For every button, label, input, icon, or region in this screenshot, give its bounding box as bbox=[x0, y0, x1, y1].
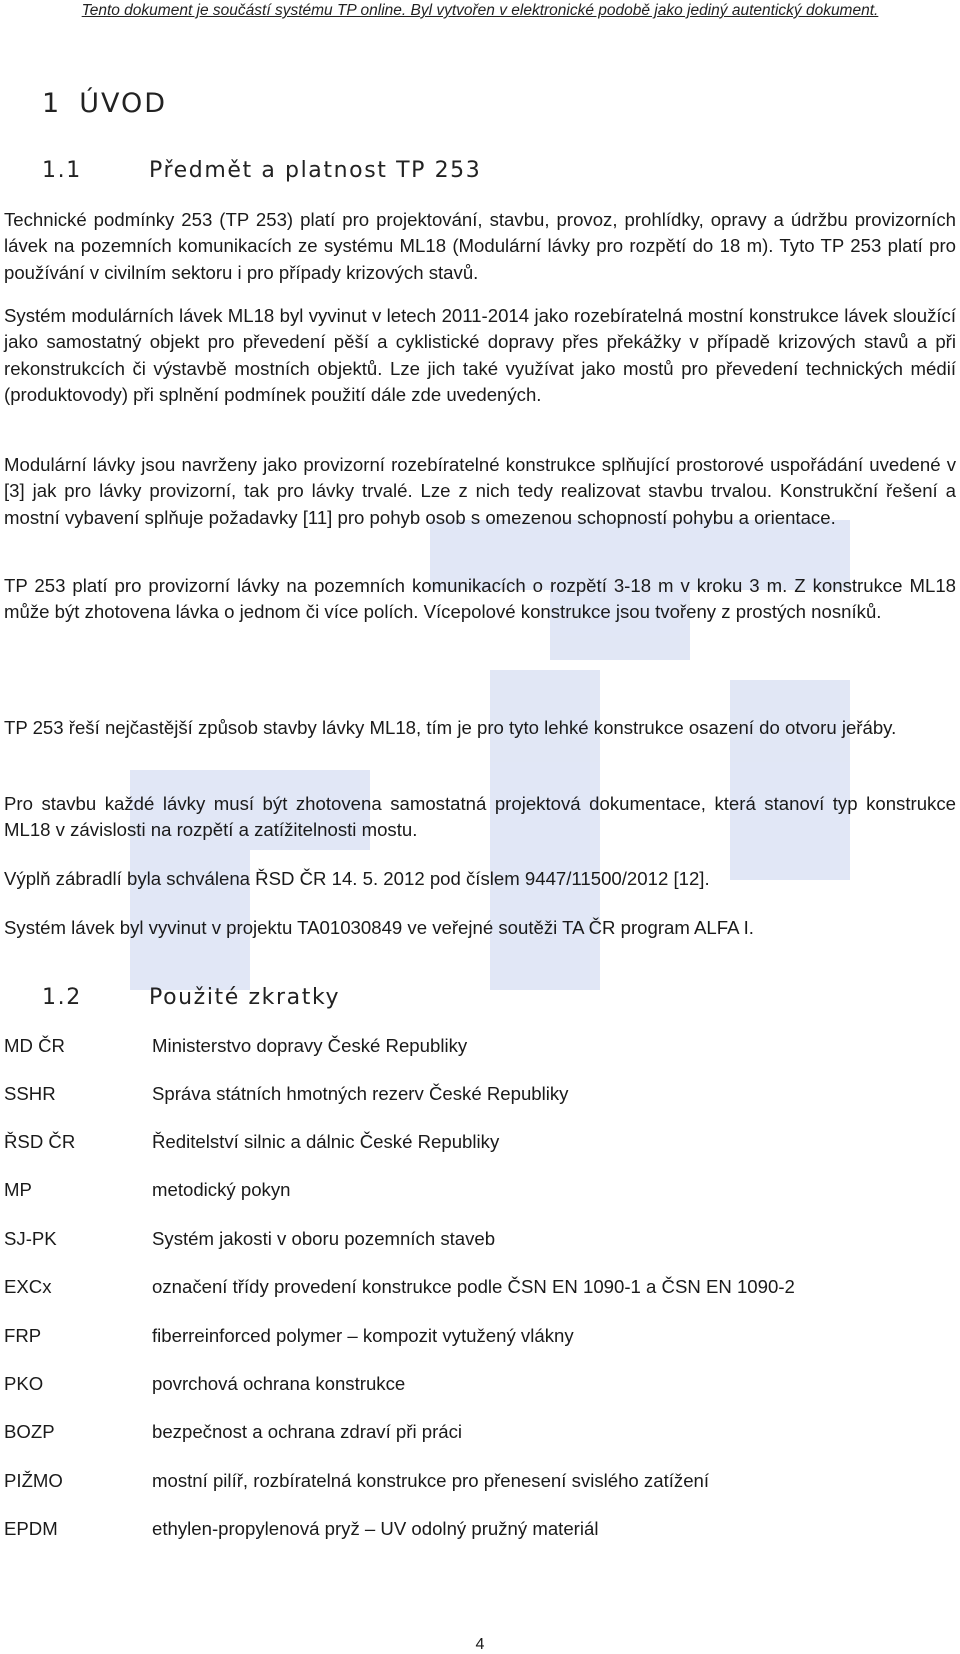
chapter-number: 1 bbox=[42, 88, 62, 119]
paragraph: Systém lávek byl vyvinut v projektu TA01030849 ve veřejné soutěži TA ČR program ALFA I. bbox=[4, 917, 754, 938]
abbreviation-key: PIŽMO bbox=[4, 1470, 63, 1491]
abbreviation-meaning: fiberreinforced polymer – kompozit vytužený vlákny bbox=[152, 1325, 574, 1346]
list-item bbox=[4, 1369, 956, 1399]
abbreviation-meaning: metodický pokyn bbox=[152, 1179, 291, 1200]
paragraph: Výplň zábradlí byla schválena ŘSD ČR 14. 5. 2012 pod číslem 9447/11500/2012 [12]. bbox=[4, 868, 710, 889]
list-item bbox=[4, 1466, 956, 1496]
abbreviation-key: PKO bbox=[4, 1373, 44, 1394]
abbreviation-key: MP bbox=[4, 1179, 32, 1200]
paragraph: Modulární lávky jsou navrženy jako provizorní rozebíratelné konstrukce splňující prostorové uspořádání uvedené v [3] jak pro lávky provizorní, tak pro lávky trvalé. Lze z nich tedy realizovat stavbu trvalou. Konstrukční řešení a mostní vybavení splňuje požadavky [11] pro pohyb osob s omezenou schopností pohybu a orientace. bbox=[4, 454, 956, 528]
paragraph: TP 253 řeší nejčastější způsob stavby lávky ML18, tím je pro tyto lehké konstrukce osazení do otvoru jeřáby. bbox=[4, 717, 897, 738]
page-number: 4 bbox=[475, 1636, 485, 1653]
list-item bbox=[4, 1417, 956, 1447]
abbreviation-meaning: bezpečnost a ochrana zdraví při práci bbox=[152, 1421, 463, 1442]
abbreviation-meaning: Ředitelství silnic a dálnic České Republiky bbox=[152, 1131, 500, 1152]
section-heading-1-2 bbox=[42, 985, 340, 1010]
list-item bbox=[4, 1127, 956, 1157]
abbreviation-meaning: ethylen-propylenová pryž – UV odolný pružný materiál bbox=[152, 1518, 599, 1539]
abbreviation-key: FRP bbox=[4, 1325, 42, 1346]
chapter-heading bbox=[42, 88, 167, 119]
list-item bbox=[4, 1272, 956, 1302]
section-heading-1-1 bbox=[42, 158, 481, 183]
section-number: 1.2 bbox=[42, 985, 82, 1010]
abbreviation-key: MD ČR bbox=[4, 1035, 65, 1056]
section-title: Předmět a platnost TP 253 bbox=[149, 158, 482, 183]
abbreviation-key: EPDM bbox=[4, 1518, 58, 1539]
abbreviation-key: SSHR bbox=[4, 1083, 56, 1104]
section-number: 1.1 bbox=[42, 158, 82, 183]
abbreviation-key: SJ-PK bbox=[4, 1228, 57, 1249]
paragraph: Systém modulárních lávek ML18 byl vyvinut v letech 2011-2014 jako rozebíratelná mostní konstrukce lávek sloužící jako samostatný objekt pro převedení pěší a cyklistické dopravy přes překážky v případě krizových stavů a při rekonstrukcích či výstavbě mostních objektů. Lze jich také využívat jako mostů pro převedení technických médií (produktovody) při splnění podmínek použití dále zde uvedených. bbox=[4, 305, 956, 406]
list-item bbox=[4, 1321, 956, 1351]
abbreviation-meaning: Správa státních hmotných rezerv České Republiky bbox=[152, 1083, 569, 1104]
abbreviation-key: BOZP bbox=[4, 1421, 55, 1442]
chapter-title: ÚVOD bbox=[79, 88, 167, 119]
abbreviation-key: ŘSD ČR bbox=[4, 1131, 76, 1152]
abbreviation-key: EXCx bbox=[4, 1276, 52, 1297]
list-item bbox=[4, 1224, 956, 1254]
list-item bbox=[4, 1079, 956, 1109]
abbreviation-meaning: povrchová ochrana konstrukce bbox=[152, 1373, 406, 1394]
abbreviation-meaning: Ministerstvo dopravy České Republiky bbox=[152, 1035, 468, 1056]
abbreviation-meaning: Systém jakosti v oboru pozemních staveb bbox=[152, 1228, 496, 1249]
list-item bbox=[4, 1514, 956, 1544]
paragraph: TP 253 platí pro provizorní lávky na pozemních komunikacích o rozpětí 3-18 m v kroku 3 m. Z konstrukce ML18 může být zhotovena lávka o jednom či více polích. Vícepolové konstrukce jsou tvořeny z prostých nosníků. bbox=[4, 575, 956, 623]
paragraph: Pro stavbu každé lávky musí být zhotovena samostatná projektová dokumentace, která stanoví typ konstrukce ML18 v závislosti na rozpětí a zatížitelnosti mostu. bbox=[4, 793, 956, 841]
section-title: Použité zkratky bbox=[149, 985, 341, 1010]
abbreviation-meaning: mostní pilíř, rozbíratelná konstrukce pro přenesení svislého zatížení bbox=[152, 1470, 710, 1491]
list-item bbox=[4, 1175, 956, 1205]
document-authenticity-note: Tento dokument je součástí systému TP online. Byl vytvořen v elektronické podobě jako jediný autentický dokument. bbox=[81, 2, 879, 19]
list-item bbox=[4, 1031, 956, 1061]
abbreviation-meaning: označení třídy provedení konstrukce podle ČSN EN 1090-1 a ČSN EN 1090-2 bbox=[152, 1276, 795, 1297]
paragraph: Technické podmínky 253 (TP 253) platí pro projektování, stavbu, provoz, prohlídky, opravy a údržbu provizorních lávek na pozemních komunikacích ze systému ML18 (Modulární lávky pro rozpětí do 18 m). Tyto TP 253 platí pro používání v civilním sektoru i pro případy krizových stavů. bbox=[4, 209, 956, 283]
